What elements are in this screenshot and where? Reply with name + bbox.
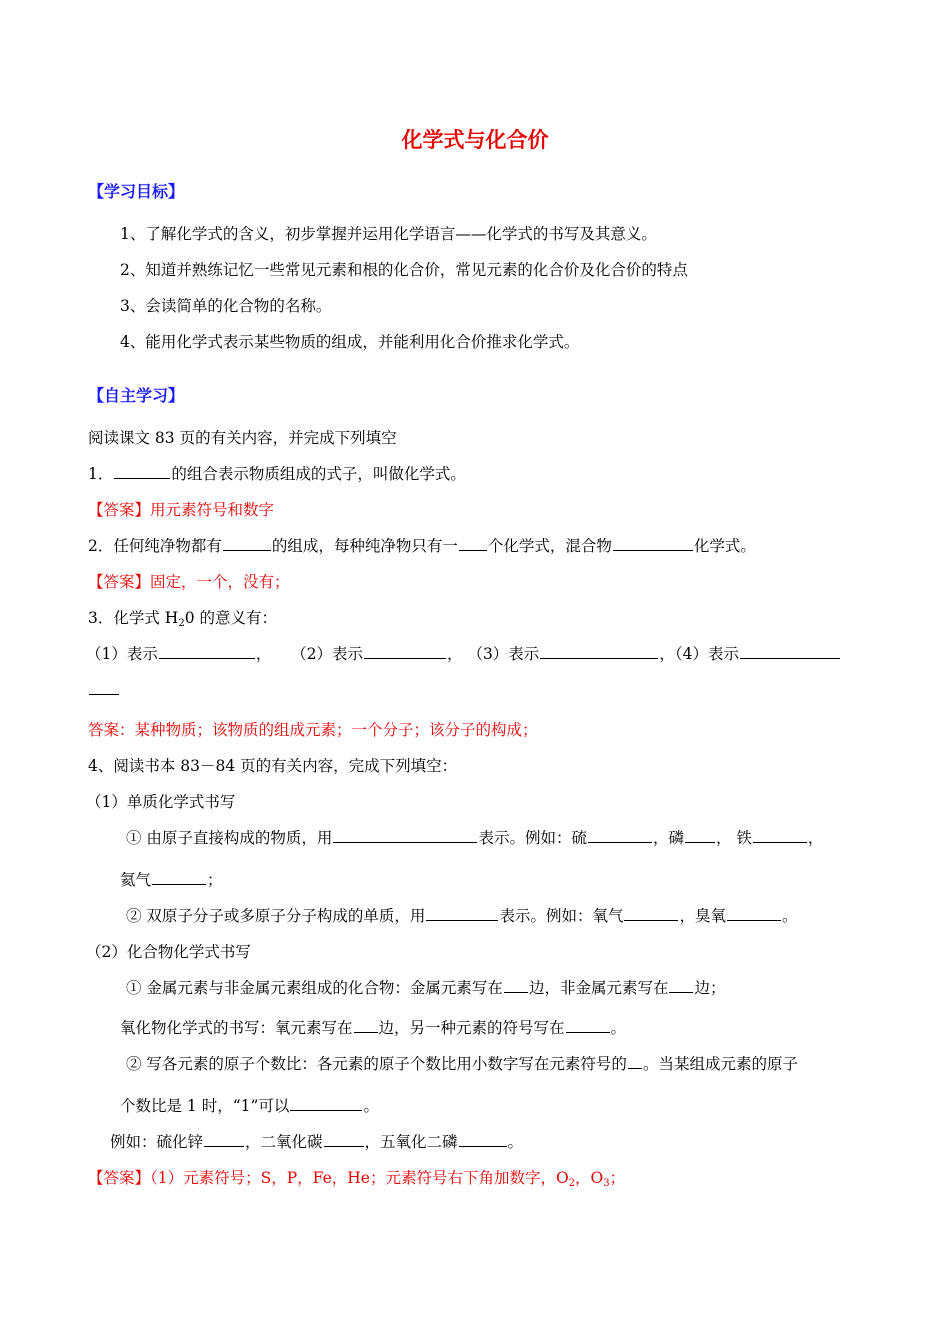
question-1: 1． 的组合表示物质组成的式子，叫做化学式。 (88, 465, 466, 483)
blank[interactable] (540, 644, 658, 659)
blank[interactable] (727, 906, 781, 921)
blank[interactable] (159, 644, 255, 659)
question-4-2a: ① 金属元素与非金属元素组成的化合物：金属元素写在 边，非金属元素写在 边； (126, 979, 726, 997)
question-4-1b: ② 双原子分子或多原子分子构成的单质，用 表示。例如：氧气 ，臭氧 。 (126, 907, 798, 925)
question-4-1a-cont: 氦气 ； (120, 871, 223, 889)
reading-intro: 阅读课文 83 页的有关内容，并完成下列填空 (88, 429, 397, 447)
answer-2: 【答案】固定，一个，没有； (88, 573, 290, 591)
question-4-2: （2）化合物化学式书写 (86, 943, 251, 961)
question-4-example: 例如：硫化锌 ，二氧化碳 ，五氧化二磷 。 (110, 1133, 524, 1151)
blank[interactable] (290, 1096, 362, 1111)
blank[interactable] (204, 1132, 244, 1147)
question-4-2b: ② 写各元素的原子个数比：各元素的原子个数比用小数字写在元素符号的 。当某组成元素的原子 (126, 1055, 798, 1073)
blank[interactable] (685, 828, 715, 843)
blank[interactable] (566, 1018, 610, 1033)
question-4-2b-cont: 个数比是 1 时，“1”可以 。 (120, 1097, 379, 1115)
blank[interactable] (459, 536, 487, 551)
blank[interactable] (364, 644, 446, 659)
answer-3: 答案：某种物质；该物质的组成元素；一个分子；该分子的构成； (88, 721, 538, 739)
objective-3: 3、会读简单的化合物的名称。 (120, 297, 332, 315)
blank[interactable] (628, 1054, 642, 1069)
blank[interactable] (354, 1018, 378, 1033)
question-2: 2．任何纯净物都有 的组成，每种纯净物只有一 个化学式，混合物 化学式。 (88, 537, 756, 555)
blank[interactable] (588, 828, 652, 843)
answer-4: 【答案】（1）元素符号；S，P，Fe，He；元素符号右下角加数字，$O_2$，$O_3$； (88, 1169, 626, 1189)
question-4-2a-cont: 氧化物化学式的书写：氧元素写在 边，另一种元素的符号写在 。 (120, 1019, 627, 1037)
question-4-1: （1）单质化学式书写 (86, 793, 236, 811)
blank[interactable] (426, 906, 498, 921)
objective-4: 4、能用化学式表示某些物质的组成，并能利用化合价推求化学式。 (120, 333, 580, 351)
objectives-header: 【学习目标】 (88, 182, 185, 201)
self-study-header: 【自主学习】 (88, 386, 185, 405)
blank[interactable] (89, 680, 119, 695)
blank[interactable] (114, 464, 170, 479)
blank[interactable] (753, 828, 807, 843)
answer-1: 【答案】用元素符号和数字 (88, 501, 275, 519)
blank[interactable] (324, 1132, 364, 1147)
blank[interactable] (613, 536, 693, 551)
question-3: 3．化学式 $H_20$ 的意义有： (88, 609, 277, 629)
blank[interactable] (504, 978, 528, 993)
objective-1: 1、了解化学式的含义，初步掌握并运用化学语言——化学式的书写及其意义。 (120, 225, 657, 243)
question-3-blank-cont (88, 680, 120, 700)
question-4-1a: ① 由原子直接构成的物质，用 表示。例如：硫 ，磷 ， 铁 ， (126, 829, 824, 847)
blank[interactable] (624, 906, 678, 921)
question-3-items: （1）表示 ， （2）表示 ， （3）表示 ，（4）表示 (86, 644, 841, 664)
blank[interactable] (459, 1132, 507, 1147)
blank[interactable] (152, 870, 206, 885)
blank[interactable] (333, 828, 477, 843)
blank[interactable] (669, 978, 693, 993)
blank[interactable] (223, 536, 271, 551)
question-4: 4、阅读书本 83－84 页的有关内容，完成下列填空： (88, 757, 458, 775)
page-title: 化学式与化合价 (401, 128, 549, 152)
blank[interactable] (740, 644, 840, 659)
objective-2: 2、知道并熟练记忆一些常见元素和根的化合价，常见元素的化合价及化合价的特点 (120, 261, 688, 279)
